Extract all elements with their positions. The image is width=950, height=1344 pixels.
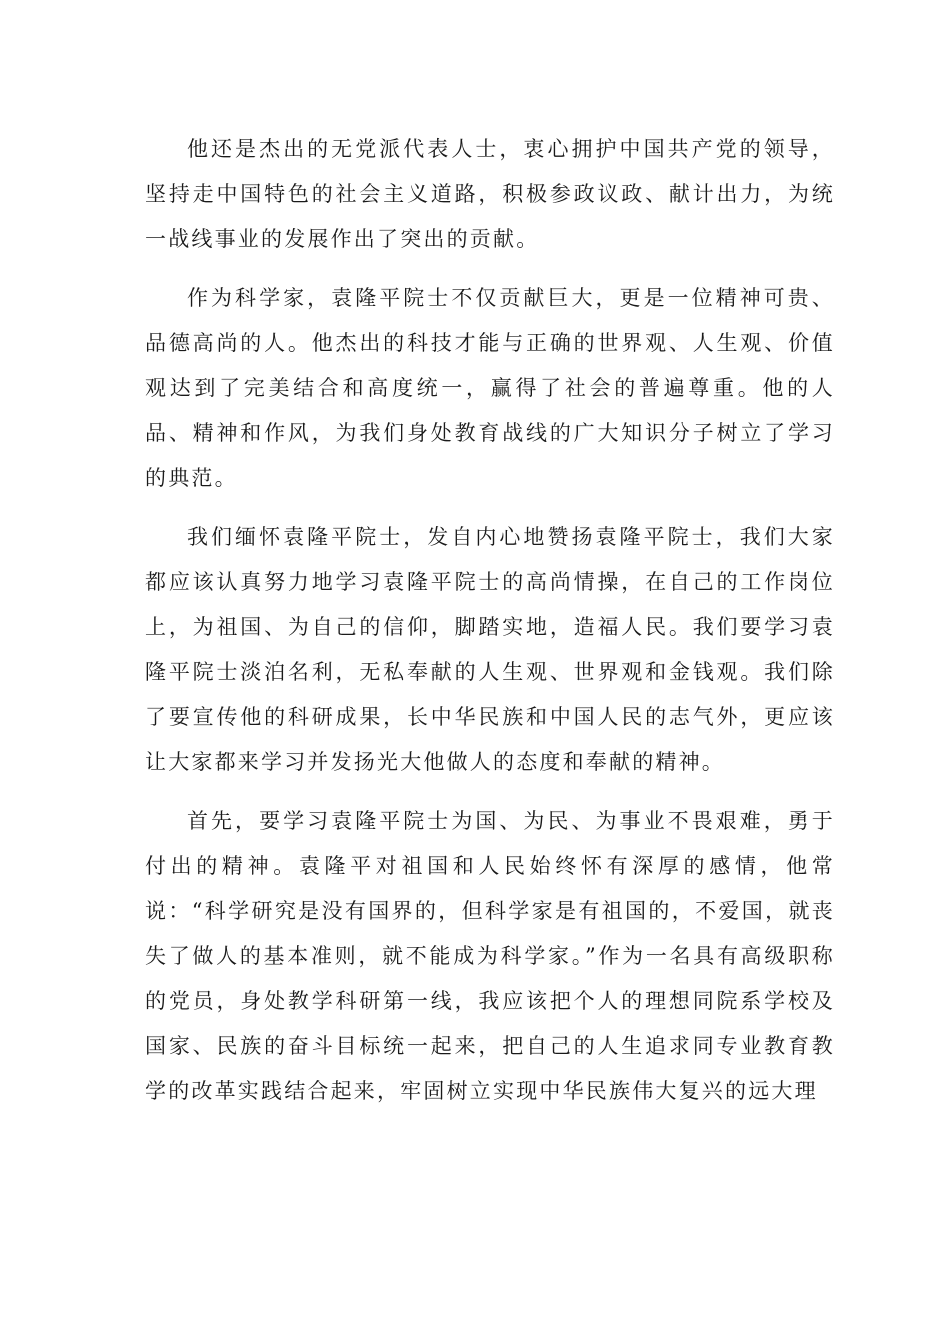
paragraph-4: 首先，要学习袁隆平院士为国、为民、为事业不畏艰难，勇于付出的精神。袁隆平对祖国和人民始终怀有深厚的感情，他常说：“科学研究是没有国界的，但科学家是有祖国的，不爱国，就丧失了做人的基本准则，就不能成为科学家。”作为一名具有高级职称的党员，身处教学科研第一线，我应该把个人的理想同院系学校及国家、民族的奋斗目标统一起来，把自己的人生追求同专业教育教学的改革实践结合起来，牢固树立实现中华民族伟大复兴的远大理 bbox=[145, 809, 835, 1103]
paragraph-3: 我们缅怀袁隆平院士，发自内心地赞扬袁隆平院士，我们大家都应该认真努力地学习袁隆平院士的高尚情操，在自己的工作岗位上，为祖国、为自己的信仰，脚踏实地，造福人民。我们要学习袁隆平院士淡泊名利，无私奉献的人生观、世界观和金钱观。我们除了要宣传他的科研成果，长中华民族和中国人民的志气外，更应该让大家都来学习并发扬光大他做人的态度和奉献的精神。 bbox=[145, 525, 835, 774]
paragraph-2: 作为科学家，袁隆平院士不仅贡献巨大，更是一位精神可贵、品德高尚的人。他杰出的科技才能与正确的世界观、人生观、价值观达到了完美结合和高度统一，赢得了社会的普遍尊重。他的人品、精神和作风，为我们身处教育战线的广大知识分子树立了学习的典范。 bbox=[145, 286, 835, 490]
paragraph-1: 他还是杰出的无党派代表人士，衷心拥护中国共产党的领导，坚持走中国特色的社会主义道路，积极参政议政、献计出力，为统一战线事业的发展作出了突出的贡献。 bbox=[145, 137, 835, 251]
document-body bbox=[145, 127, 835, 1128]
